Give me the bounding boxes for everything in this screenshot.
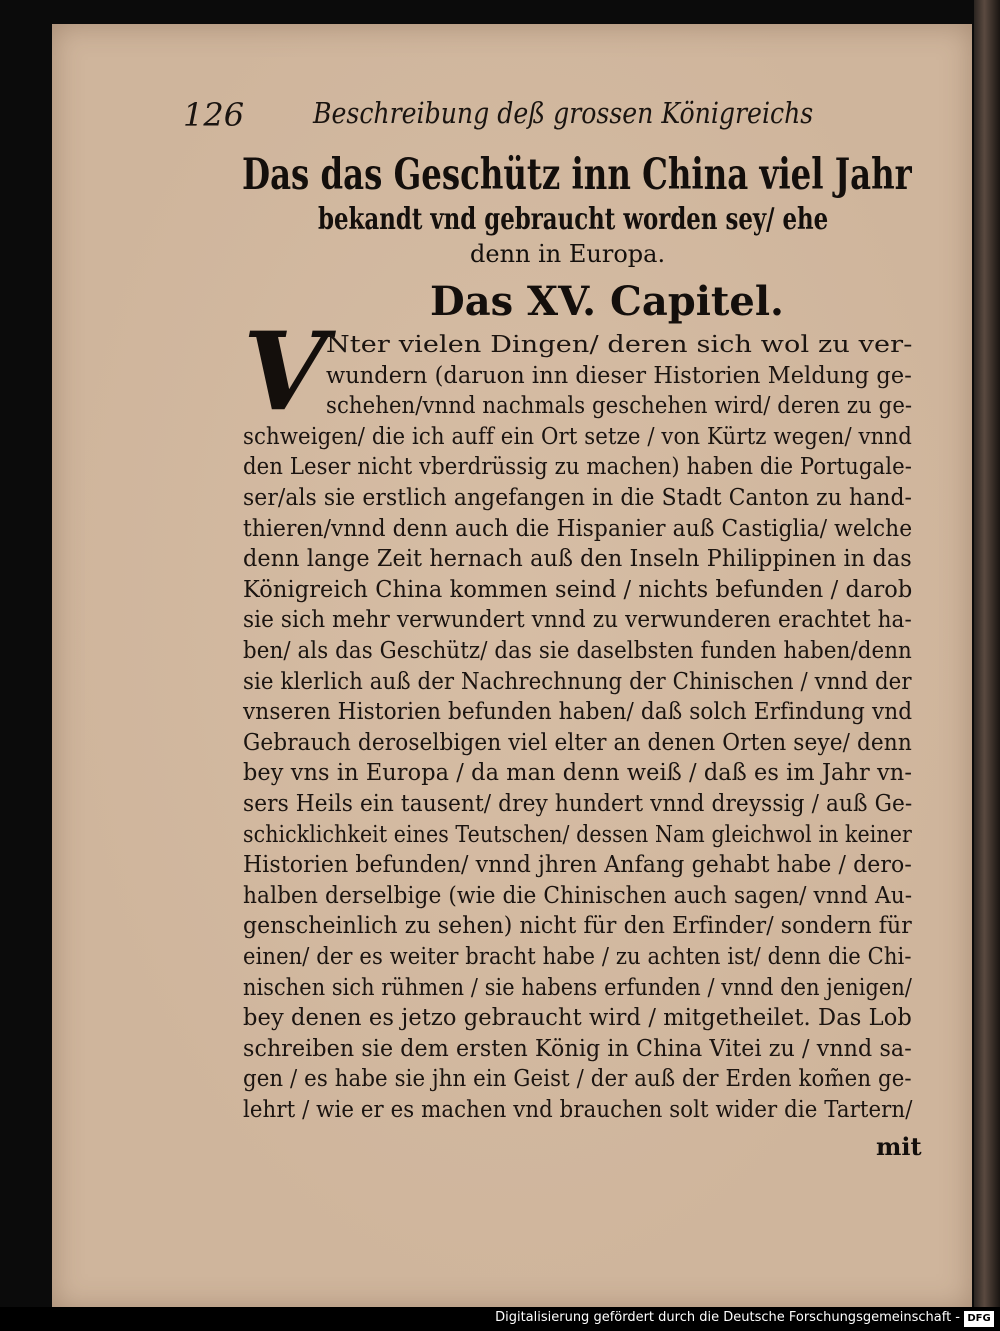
footer-credit: Digitalisierung gefördert durch die Deutsche Forschungsgemeinschaft - (495, 1310, 960, 1325)
body-line: ben/ als das Geschütz/ das sie daselbsten funden haben/denn (243, 638, 912, 664)
body-line: halben derselbige (wie die Chinischen auch sagen/ vnnd Au- (243, 882, 913, 909)
body-line: sers Heils ein tausent/ drey hundert vnnd dreyssig / auß Ge- (243, 791, 913, 817)
body-line: thieren/vnnd denn auch die Hispanier auß Castiglia/ welche (243, 515, 913, 542)
chapter-title: Das XV. Capitel. (430, 278, 784, 325)
body-line: schweigen/ die ich auff ein Ort setze / von Kürtz wegen/ vnnd (243, 423, 912, 450)
body-line: Historien befunden/ vnnd jhren Anfang gehabt habe / dero- (243, 852, 912, 879)
body-line: gen / es habe sie jhn ein Geist / der auß der Erden kom̃en ge- (243, 1066, 912, 1093)
body-line: Königreich China kommen seind / nichts befunden / darob (243, 576, 913, 603)
book-spine (974, 0, 1000, 1310)
heading-line-2: bekandt vnd gebraucht worden sey/ ehe (318, 202, 829, 237)
body-line: genscheinlich zu sehen) nicht für den Erfinder/ sondern für (243, 913, 912, 940)
body-line: wundern (daruon inn dieser Historien Meldung ge- (326, 362, 912, 389)
body-line: denn lange Zeit hernach auß den Inseln Philippinen in das (243, 546, 912, 573)
body-line: schreiben sie dem ersten König in China Vitei zu / vnnd sa- (243, 1035, 912, 1062)
footer-bar (0, 1307, 1000, 1331)
running-title: Beschreibung deß grossen Königreichs (313, 96, 814, 130)
drop-cap: V (243, 309, 327, 435)
body-line: Gebrauch deroselbigen viel elter an denen Orten seye/ denn (243, 729, 912, 756)
body-line: nischen sich rühmen / sie habens erfunden / vnnd den jenigen/ (243, 974, 912, 1001)
body-line: sie sich mehr verwundert vnnd zu verwunderen erachtet ha- (243, 607, 912, 634)
body-line: den Leser nicht vberdrüssig zu machen) haben die Portugale- (243, 454, 912, 481)
body-line: bey denen es jetzo gebraucht wird / mitgetheilet. Das Lob (243, 1005, 912, 1032)
body-line: einen/ der es weiter bracht habe / zu achten ist/ denn die Chi- (243, 944, 912, 970)
body-line: sie klerlich auß der Nachrechnung der Chinischen / vnnd der (243, 668, 912, 695)
catchword: mit (876, 1132, 922, 1161)
body-line: ser/als sie erstlich angefangen in die Stadt Canton zu hand- (243, 485, 913, 511)
body-line: lehrt / wie er es machen vnd brauchen solt wider die Tartern/ (243, 1097, 913, 1123)
page-number: 126 (183, 96, 245, 134)
heading-line-1: Das das Geschütz inn China viel Jahr (242, 150, 912, 200)
body-line: bey vns in Europa / da man denn weiß / daß es im Jahr vn- (243, 760, 912, 787)
body-line: schicklichkeit eines Teutschen/ dessen Nam gleichwol in keiner (243, 821, 912, 848)
running-header (183, 96, 823, 140)
heading-line-3: denn in Europa. (470, 240, 666, 268)
body-line: schehen/vnnd nachmals geschehen wird/ deren zu ge- (326, 393, 913, 420)
body-line: vnseren Historien befunden haben/ daß solch Erfindung vnd (243, 699, 913, 726)
body-line: Nter vielen Dingen/ deren sich wol zu ver- (326, 332, 913, 358)
dfg-logo: DFG (964, 1311, 994, 1327)
